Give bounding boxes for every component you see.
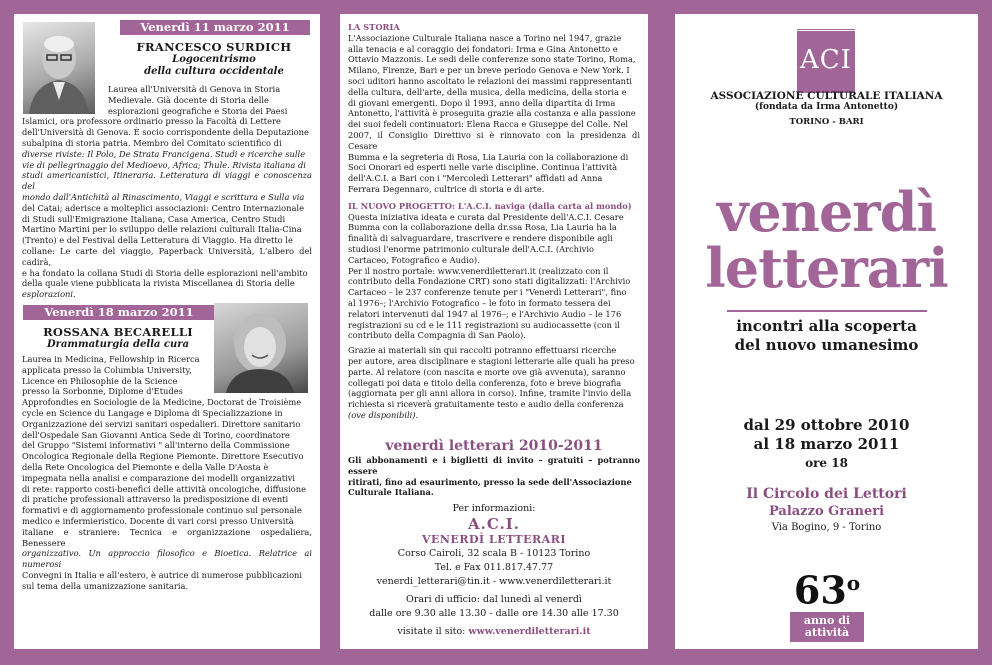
progetto-line: Bumma con la collaborazione della dr.ssa Rosa, Lia Lauria ha la <box>348 222 617 233</box>
progetto-line: Cartaceo, Fotografico e Audio). <box>348 254 480 265</box>
subtitle-line2: del nuovo umanesimo <box>734 336 919 354</box>
progetto-line: al 1976–; l'Archivio Fotografico – le foto in formato tessera dei <box>348 297 611 308</box>
storia-line: soci uditori hanno ascoltato le relazioni dei massimi rappresentanti <box>348 75 632 86</box>
aci-sub: VENERDÌ LETTERARI <box>422 533 566 546</box>
org-founded: (fondata da Irma Antonetto) <box>754 102 899 112</box>
progetto-line: Cartaceo – le 237 conferenze tenute per i "Venerdì Letterari", fino <box>348 287 627 298</box>
bio-line: e ha fondato la collana Studi di Storia delle esplorazioni nell'ambito <box>22 267 308 278</box>
bio-line: studi americanistici, Itineraria. Letteratura di viaggi e conoscenza del <box>22 170 312 192</box>
bio-line: italiane e straniere: Tecnica e organizzazione ospedaliera, Benessere <box>22 526 312 548</box>
badge-degree: o <box>846 571 861 595</box>
bio-line: vie di pellegrinaggio del Medioevo, Africa; Thule. Rivista italiana di <box>22 159 306 170</box>
badge-text1: anno di <box>803 613 851 627</box>
email-line[interactable]: venerdi_letterari@tin.it - www.venerdiletterari.it <box>376 576 612 587</box>
progetto-line: contributo della Compagnia di San Paolo). <box>348 330 526 341</box>
event2-speaker-name: ROSSANA BECARELLI <box>43 325 193 339</box>
storia-line: dell'A.C.I. a Bari con i "Mercoledì Letterari" affidati ad Anna <box>348 173 603 184</box>
badge-label <box>790 612 864 642</box>
progetto-line: studiosi l'enorme patrimonio culturale dell'A.C.I. (Archivio <box>348 243 595 254</box>
bio-line: dell'Ospedale San Giovanni Antica Sede di Torino, coordinatore <box>22 429 290 440</box>
bio-line: Medievale. Già docente di Storia delle <box>108 94 269 105</box>
main-title-line1: venerdì <box>716 180 937 244</box>
bio-line: esplorazioni. <box>22 289 76 300</box>
orari-line1: Orari di ufficio: dal lunedì al venerdì <box>406 594 582 605</box>
materiali-line: Grazie ai materiali sin qui raccolti potranno effettuarsi ricerche <box>348 345 617 356</box>
venue-palazzo: Palazzo Graneri <box>768 504 885 519</box>
progetto-line: Questa iniziativa ideata e curata dal Presidente dell'A.C.I. Cesare <box>348 211 624 222</box>
panel-speakers <box>14 14 320 649</box>
bio-line: formativi e di aggiornamento professionale continuo sul personale <box>22 505 302 516</box>
season-line: Gli abbonamenti e i biglietti di invito – gratuiti – potranno essere <box>348 455 640 476</box>
aci-short: A.C.I. <box>468 515 520 533</box>
event2-date-band: Venerdì 18 marzo 2011 <box>23 305 215 320</box>
event1-speaker-name: FRANCESCO SURDICH <box>136 40 292 54</box>
event1-date-band: Venerdì 11 marzo 2011 <box>120 20 310 35</box>
contact-block <box>344 502 644 639</box>
event1-talk-title-line2: della cultura occidentale <box>144 66 284 77</box>
dates-line2: al 18 marzo 2011 <box>753 435 900 453</box>
org-block <box>675 90 978 127</box>
telephone: Tel. e Fax 011.817.47.77 <box>434 562 554 573</box>
badge-text2: attività <box>804 625 850 639</box>
bio-line: Martino Martini per lo sviluppo delle relazioni culturali Italia-Cina <box>22 224 302 235</box>
panel-history-info <box>340 14 648 649</box>
storia-line: L'Associazione Culturale Italiana nasce a Torino nel 1947, grazie <box>348 32 622 43</box>
subtitle-line1: incontri alla scoperta <box>736 317 917 335</box>
website-link[interactable]: www.venerdiletterari.it <box>468 626 591 637</box>
bio-line: Organizzazione dei servizi sanitari ospedalieri. Direttore sanitario <box>22 418 301 429</box>
bio-line: Oncologica Regionale della Regione Piemonte. Direttore Esecutivo <box>22 451 304 462</box>
bio-line: cycle en Science du Langage e Diploma di Specializzazione in <box>22 407 283 418</box>
storia-line: Soci Onorari ed esperti nelle varie discipline. Continua l'attività <box>348 162 618 173</box>
bio-line: Islamici, ora professore ordinario presso la Facoltà di Lettere <box>22 116 281 127</box>
bio-line: diverse riviste: Il Polo, De Strata Francigena. Studi e ricerche sulle <box>22 148 306 159</box>
progetto-line: contributo della Fondazione CRT) sono stati digitalizzati: l'Archivio <box>348 276 631 287</box>
bio-line: mondo dall'Antichità al Rinascimento, Viaggi e scrittura e Sulla via <box>22 191 305 202</box>
storia-line: di giovani emergenti. Dopo il 1993, anno della dipartita di Irma <box>348 97 616 108</box>
event1-speaker-block <box>114 40 314 78</box>
venue <box>675 485 978 535</box>
season-line: Culturale Italiana. <box>348 487 434 498</box>
progetto-line: registrazioni su cd e le 111 registrazioni su audiocassette (con il <box>348 319 620 330</box>
storia-line: della cultura, dell'arte, della musica, della medicina, della storia e <box>348 86 627 97</box>
badge-number-text: 63 <box>793 567 847 613</box>
storia-line: 2007, il Consiglio Direttivo si è rinnovato con la presidenza di Cesare <box>348 129 640 151</box>
storia-line: alla tenacia e al coraggio dei fondatori: Irma e Gina Antonetto e <box>348 43 618 54</box>
event2-talk-title: Drammaturgia della cura <box>47 339 189 350</box>
event1-talk-title-line1: Logocentrismo <box>172 54 256 65</box>
visit-label: visitate il sito: <box>397 626 466 637</box>
progetto-line: Per il nostro portale: www.venerdiletterari.it (realizzato con il <box>348 265 609 276</box>
bio-line: di rete: rapporto costi-benefici delle attività oncologiche, diffusione <box>22 483 306 494</box>
materiali-line: parte. Al relatore (con nascita e morte ove già avvenuta), saranno <box>348 366 626 377</box>
bio-line: Laurea in Medicina, Fellowship in Ricerca <box>22 354 200 364</box>
bio-line: subalpina di storia patria. Membro del Comitato scientifico di <box>22 137 282 148</box>
materiali-line: collegati poi data e titolo della conferenza, foto e breve biografia <box>348 377 622 388</box>
season-line: ritirati, fino ad esaurimento, presso la sede dell'Associazione <box>348 476 632 487</box>
org-cities: TORINO - BARI <box>789 117 864 127</box>
bio-line: medico e infermieristico. Docente di vari corsi presso Università <box>22 515 294 526</box>
storia-line: Antonetto, l'attività è proseguita grazie alla costanza e alla passione <box>348 108 636 119</box>
bio-line: di pratiche professionali attraverso la predisposizione di eventi <box>22 494 289 505</box>
bio-line: Approfondies en Sociologie de la Medicine, Doctorat de Troisième <box>22 397 302 408</box>
bio-line: di Studi sull'Emigrazione Italiana, Casa America, Centro Studi <box>22 213 286 224</box>
bio-line: (Trento) e del Festival della Letteratura di Viaggio. Ha diretto le <box>22 235 293 246</box>
storia-section <box>348 22 640 421</box>
storia-line: Ottavio Mazzonis. Le sedi delle conferenze sono state Torino, Roma, <box>348 54 636 65</box>
season-title: venerdì letterari 2010-2011 <box>385 438 603 454</box>
main-title-line2: letterari <box>705 236 948 300</box>
bio-line: del Catai; aderisce a molteplici associazioni: Centro Internazionale <box>22 202 304 213</box>
storia-line: Milano, Firenze, Bari e per un breve periodo Genova e New York. I <box>348 65 630 76</box>
event1-bio <box>22 84 312 300</box>
badge-number <box>790 562 864 612</box>
materiali-line: richiesta si riceverà gratuitamente testo e audio della conferenza <box>348 399 624 410</box>
info-label: Per informazioni: <box>452 503 536 514</box>
bio-line: organizzativo. Un approccio filosofico e Bioetica. Relatrice ai numerosi <box>22 548 312 570</box>
dates-line1: dal 29 ottobre 2010 <box>743 416 910 434</box>
bio-line: sul tema della umanizzazione sanitaria. <box>22 580 189 591</box>
subtitle <box>675 317 978 355</box>
orari-line2: dalle ore 9.30 alle 13.30 - dalle ore 14.30 alle 17.30 <box>369 608 619 619</box>
bio-line: Convegni in Italia e all'estero, è autrice di numerose pubblicazioni <box>22 569 303 580</box>
venue-address: Via Bogino, 9 - Torino <box>771 522 882 533</box>
org-name: ASSOCIAZIONE CULTURALE ITALIANA <box>710 90 943 102</box>
aci-logo-text: ACI <box>800 45 852 75</box>
season-dates <box>675 416 978 473</box>
bio-line: della Rete Oncologica del Piemonte e della Valle D'Aosta è <box>22 461 269 472</box>
event2-bio <box>22 354 312 592</box>
progetto-line: finalità di salvaguardare, trascrivere e rendere disponibile agli <box>348 233 613 244</box>
address: Corso Cairoli, 32 scala B - 10123 Torino <box>397 548 591 559</box>
bio-line: dell'Università di Genova. È socio corrispondente della Deputazione <box>22 127 309 138</box>
bio-line: applicata presso la Columbia University, <box>22 364 192 375</box>
panel-cover <box>675 14 978 649</box>
bio-line: del Gruppo "Sistemi informativi " all'interno della Commissione <box>22 440 290 451</box>
season-note <box>348 455 640 498</box>
anniversary-badge <box>790 562 864 644</box>
bio-line: Laurea all'Università di Genova in Storia <box>108 84 281 94</box>
storia-line: dei suoi fedeli continuatori: Elena Racca e Giuseppe del Colle. Nel <box>348 119 629 130</box>
visit-line <box>344 625 644 639</box>
progetto-line: relatori intervenuti dal 1947 al 1976–; e l'Archivio Audio – le 176 <box>348 308 622 319</box>
dates-line3: ore 18 <box>805 456 848 470</box>
materiali-line: (aggiornata per gli anni allora in corso). Infine, tramite l'invio della <box>348 388 632 399</box>
bio-line: collane: Le carte del viaggio, Paperback Università, L'albero del cadirà, <box>22 245 312 267</box>
bio-line: esplorazioni geografiche e Storia dei Paesi <box>108 105 288 116</box>
materiali-line: (ove disponibili). <box>348 409 419 420</box>
bio-line: presso la Sorbonne, Diplome d'Etudes <box>22 386 183 397</box>
storia-line: Bumma e la segreteria di Rosa, Lia Lauria con la collaborazione di <box>348 151 629 162</box>
bio-line: della quale viene pubblicata la rivista Miscellanea di Storia delle <box>22 278 295 289</box>
bio-line: impegnata nella analisi e comparazione dei modelli organizzativi <box>22 472 296 483</box>
main-title <box>675 180 978 300</box>
bio-line: Licence en Philosophie de la Science <box>22 375 178 386</box>
title-rule <box>727 310 927 312</box>
storia-heading: LA STORIA <box>348 22 400 32</box>
materiali-line: per autore, area disciplinare e stagioni letterarie alle quali ha preso <box>348 355 635 366</box>
storia-line: Ferrara Degennaro, cultrice di storia e di arte. <box>348 183 545 194</box>
aci-logo <box>797 28 855 93</box>
progetto-heading: IL NUOVO PROGETTO: L'A.C.I. naviga (dalla carta al mondo) <box>348 200 632 211</box>
venue-name: Il Circolo dei Lettori <box>746 486 907 502</box>
event2-speaker-block <box>20 325 216 351</box>
